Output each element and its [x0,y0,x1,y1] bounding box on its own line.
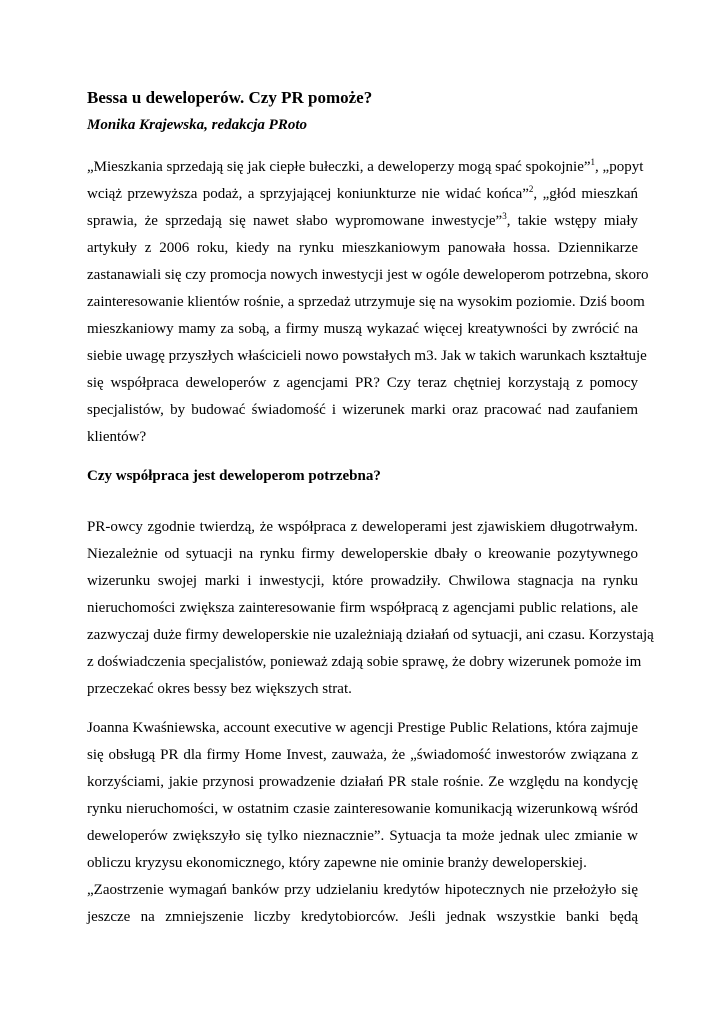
paragraph-line: przeczekać okres bessy bez większych strat. [87,681,352,697]
body-paragraph [87,715,638,931]
footnote-marker: 1 [590,157,596,167]
article-title: Bessa u deweloperów. Czy PR pomoże? [87,88,373,107]
article-byline: Monika Krajewska, redakcja PRoto [87,117,308,133]
paragraph-line: zainteresowanie klientów rośnie, a sprzedaż utrzymuje się na wysokim poziomie. Dziś boom [87,294,645,310]
quote-text: , „głód mieszkań [533,186,638,202]
paragraph-line: korzyściami, jakie przynosi prowadzenie działań PR stale rośnie. Ze względu na kondycję [87,774,638,790]
paragraph-line: zazwyczaj duże firmy deweloperskie nie uzależniają działań od sytuacji, ani czasu. Korzystają [87,627,654,643]
quote-text: sprawia, że sprzedają się nawet słabo wypromowane inwestycje” [87,213,503,229]
paragraph-line: z doświadczenia specjalistów, ponieważ zdają sobie sprawę, że dobry wizerunek pomoże im [87,654,642,670]
paragraph-line [87,208,638,235]
footnote-marker: 2 [528,184,534,194]
quote-text: wciąż przewyższa podaż, a sprzyjającej koniunkturze nie widać końca” [87,186,529,202]
quote-text: , „popyt [595,159,644,175]
quote-text: „Mieszkania sprzedają się jak ciepłe bułeczki, a deweloperzy mogą spać spokojnie” [87,159,591,175]
paragraph-line: jeszcze na zmniejszenie liczby kredytobiorców. Jeśli jednak wszystkie banki będą [87,909,638,925]
paragraph-line: PR-owcy zgodnie twierdzą, że współpraca z deweloperami jest zjawiskiem długotrwałym. [87,519,638,535]
paragraph-line: się obsługą PR dla firmy Home Invest, zauważa, że „świadomość inwestorów związana z [87,747,638,763]
paragraph-line [87,181,638,208]
paragraph-line: nieruchomości zwiększa zainteresowanie firm współpracą z agencjami public relations, ale [87,600,638,616]
quote-text: , takie wstępy miały [506,213,638,229]
body-paragraph [87,514,654,703]
paragraph-line [87,154,644,181]
paragraph-line: wizerunku swojej marki i inwestycji, które prowadziły. Chwilowa stagnacja na rynku [87,573,638,589]
paragraph-line: rynku nieruchomości, w ostatnim czasie zainteresowanie komunikacją wizerunkową wśród [87,801,638,817]
paragraph-line: obliczu kryzysu ekonomicznego, który zapewne nie ominie branży deweloperskiej. [87,855,587,871]
paragraph-line: klientów? [87,429,147,445]
paragraph-line: specjalistów, by budować świadomość i wizerunek marki oraz pracować nad zaufaniem [87,402,638,418]
paragraph-line: Joanna Kwaśniewska, account executive w agencji Prestige Public Relations, która zajmuje [87,720,638,736]
footnote-marker: 3 [502,211,507,221]
paragraph-line: zastanawiali się czy promocja nowych inwestycji jest w ogóle deweloperom potrzebna, skoro [87,267,649,283]
section-heading: Czy współpraca jest deweloperom potrzebna? [87,468,381,484]
paragraph-line: Niezależnie od sytuacji na rynku firmy deweloperskie dbały o kreowanie pozytywnego [87,546,638,562]
paragraph-line: mieszkaniowy mamy za sobą, a firmy muszą wykazać więcej kreatywności by zwrócić na [87,321,638,337]
paragraph-line: artykuły z 2006 roku, kiedy na rynku mieszkaniowym panowała hossa. Dziennikarze [87,240,638,256]
paragraph-line: siebie uwagę przyszłych właścicieli nowo powstałych m3. Jak w takich warunkach kształtuje [87,348,647,364]
paragraph-line: „Zaostrzenie wymagań banków przy udzielaniu kredytów hipotecznych nie przełożyło się [87,882,638,898]
paragraph-line: się współpraca deweloperów z agencjami PR? Czy teraz chętniej korzystają z pomocy [87,375,638,391]
paragraph-line: deweloperów zwiększyło się tylko nieznacznie”. Sytuacja ta może jednak ulec zmianie w [87,828,638,844]
intro-paragraph [87,154,649,451]
